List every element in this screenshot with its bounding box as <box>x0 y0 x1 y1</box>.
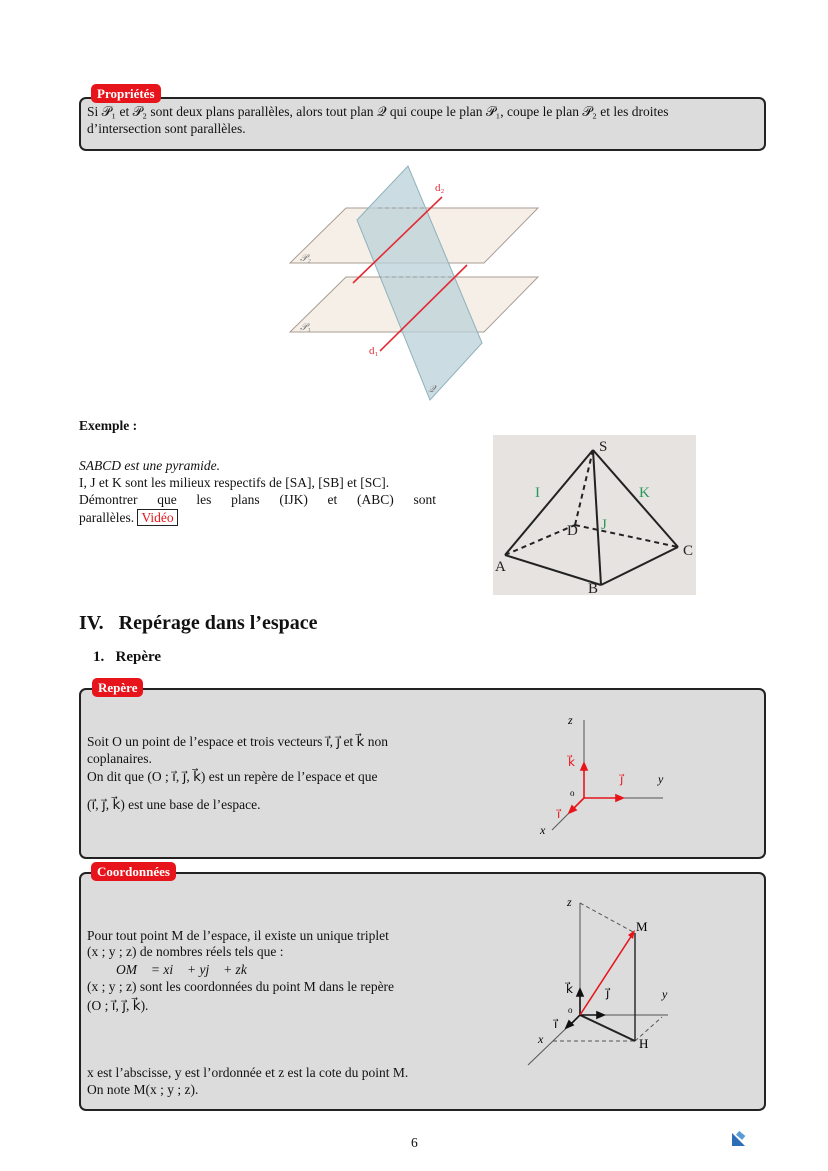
example-line4-text: parallèles. <box>79 510 135 525</box>
example-line1: SABCD est une pyramide. <box>79 458 220 473</box>
label-A: A <box>495 559 506 575</box>
coord-line2: (x ; y ; z) de nombres réels tels que : <box>87 944 284 959</box>
coordinates-figure <box>520 893 680 1073</box>
vector-j: j⃗ <box>606 986 610 1000</box>
example-line2: I, J et K sont les milieux respectifs de [SA], [SB] et [SC]. <box>79 475 390 490</box>
vector-k: k⃗ <box>568 755 575 769</box>
vector-i: i⃗ <box>557 807 561 821</box>
repere-axes-figure <box>530 710 675 840</box>
axis-y: y <box>658 772 664 786</box>
repere-line3: On dit que (O ; i⃗, j⃗, k⃗) est un repère de l’espace et que <box>87 769 378 784</box>
coord-line6: x est l’abscisse, y est l’ordonnée et z est la cote du point M. <box>87 1065 409 1080</box>
coord-formula: OM⃗ = xi⃗ + yj⃗ + zk⃗ <box>116 962 258 977</box>
origin-o: o <box>568 1005 573 1015</box>
vector-k: k⃗ <box>566 982 573 996</box>
axis-y: y <box>662 987 668 1001</box>
q-label: 𝒬 <box>428 384 436 395</box>
d1-label: d₁ <box>369 345 379 357</box>
label-J: J <box>601 517 607 533</box>
example-line3: Démontrer que les plans (IJK) et (ABC) sont <box>79 492 436 507</box>
label-S: S <box>599 439 608 455</box>
section-title: IV. Repérage dans l’espace <box>79 612 318 634</box>
example-title: Exemple : <box>79 418 138 433</box>
p1-label: 𝒫₁ <box>300 322 311 333</box>
label-K: K <box>639 485 650 501</box>
subsection-title: 1. Repère <box>93 649 162 665</box>
label-C: C <box>683 543 694 559</box>
vector-j: j⃗ <box>620 772 624 786</box>
properties-tag: Propriétés <box>91 84 161 103</box>
point-M: M <box>636 919 648 934</box>
vector-i: i⃗ <box>554 1017 558 1031</box>
repere-line4: (i⃗, j⃗, k⃗) est une base de l’espace. <box>87 797 261 812</box>
p2-label: 𝒫₂ <box>300 253 311 264</box>
coord-line5: (O ; i⃗, j⃗, k⃗). <box>87 998 149 1013</box>
label-D: D <box>567 523 578 539</box>
video-link[interactable]: Vidéo <box>137 509 177 526</box>
example-line4 <box>79 510 178 526</box>
point-H: H <box>639 1036 649 1051</box>
properties-text-line2: d’intersection sont parallèles. <box>87 121 246 136</box>
repere-tag: Repère <box>92 678 143 697</box>
axis-z: z <box>568 713 573 727</box>
coord-line7: On note M(x ; y ; z). <box>87 1082 199 1097</box>
coord-line4: (x ; y ; z) sont les coordonnées du point M dans le repère <box>87 979 395 994</box>
label-B: B <box>588 581 599 595</box>
axis-x: x <box>538 1032 544 1046</box>
repere-line1: Soit O un point de l’espace et trois vecteurs i⃗, j⃗ et k⃗ non <box>87 734 389 749</box>
axis-z: z <box>567 895 572 909</box>
coord-line1: Pour tout point M de l’espace, il existe un unique triplet <box>87 928 389 943</box>
axis-x: x <box>540 823 546 837</box>
parallel-planes-figure <box>280 160 550 405</box>
label-I: I <box>535 485 540 501</box>
repere-line2: coplanaires. <box>87 751 152 766</box>
coordonnees-tag: Coordonnées <box>91 862 176 881</box>
d2-label: d₂ <box>435 182 445 194</box>
page-number: 6 <box>411 1135 418 1150</box>
pyramid-photo <box>493 435 696 595</box>
logo-icon <box>731 1131 747 1147</box>
properties-text-line1: Si 𝒫₁ et 𝒫₂ sont deux plans parallèles, alors tout plan 𝒬 qui coupe le plan 𝒫₁, coupe le plan 𝒫₂ et les droites <box>87 104 669 119</box>
origin-o: o <box>570 788 575 798</box>
